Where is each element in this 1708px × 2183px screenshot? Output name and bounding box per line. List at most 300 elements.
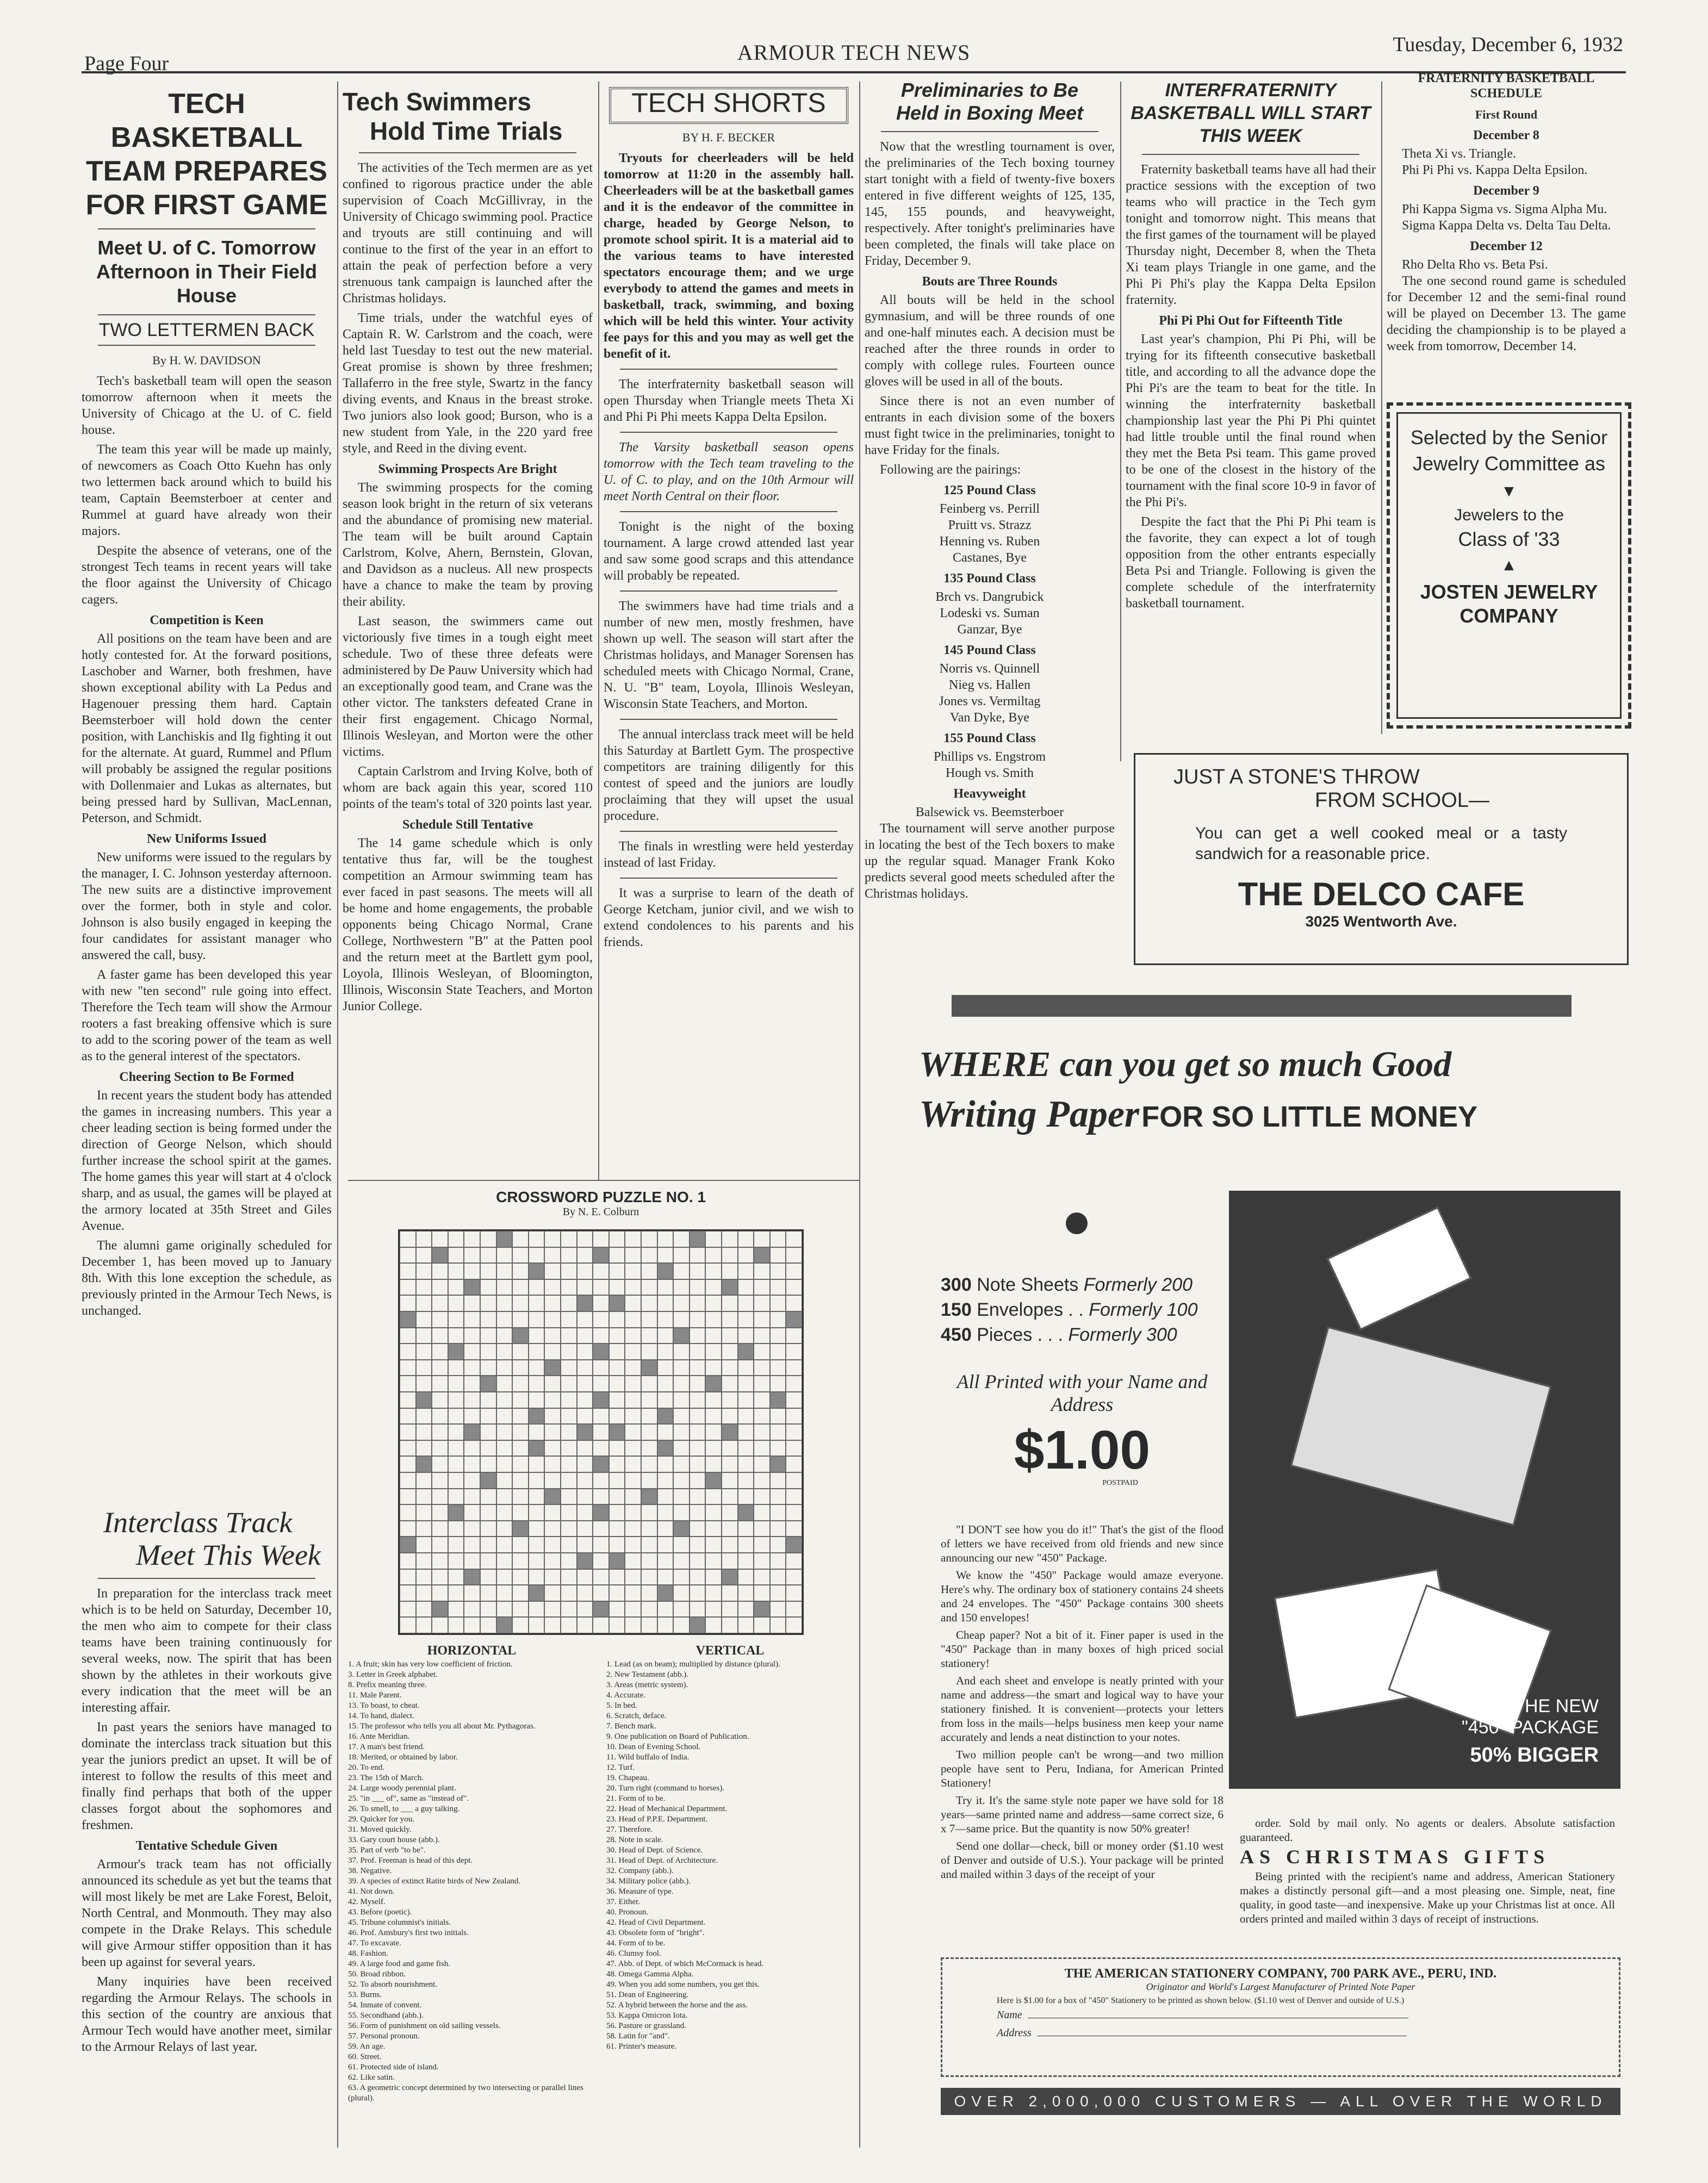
crossword-cell[interactable] — [609, 1392, 625, 1408]
crossword-cell[interactable] — [625, 1295, 641, 1311]
crossword-cell[interactable] — [544, 1360, 561, 1376]
crossword-cell[interactable] — [609, 1489, 625, 1505]
crossword-cell[interactable] — [641, 1424, 657, 1440]
crossword-cell[interactable] — [416, 1328, 432, 1344]
crossword-cell[interactable] — [673, 1344, 690, 1360]
crossword-cell[interactable] — [722, 1489, 738, 1505]
crossword-cell[interactable] — [609, 1424, 625, 1440]
crossword-cell[interactable] — [722, 1521, 738, 1537]
crossword-cell[interactable] — [657, 1537, 674, 1553]
crossword-cell[interactable] — [625, 1392, 641, 1408]
crossword-cell[interactable] — [512, 1489, 529, 1505]
crossword-cell[interactable] — [529, 1472, 545, 1489]
crossword-cell[interactable] — [496, 1617, 513, 1633]
crossword-cell[interactable] — [738, 1424, 754, 1440]
crossword-cell[interactable] — [448, 1521, 464, 1537]
crossword-cell[interactable] — [641, 1456, 657, 1472]
crossword-cell[interactable] — [400, 1344, 416, 1360]
crossword-cell[interactable] — [786, 1585, 802, 1601]
crossword-cell[interactable] — [512, 1408, 529, 1425]
crossword-cell[interactable] — [705, 1553, 722, 1569]
crossword-cell[interactable] — [416, 1472, 432, 1489]
crossword-cell[interactable] — [770, 1617, 786, 1633]
crossword-cell[interactable] — [786, 1456, 802, 1472]
crossword-cell[interactable] — [738, 1585, 754, 1601]
crossword-cell[interactable] — [512, 1247, 529, 1264]
crossword-cell[interactable] — [770, 1537, 786, 1553]
crossword-cell[interactable] — [593, 1424, 609, 1440]
crossword-cell[interactable] — [529, 1504, 545, 1521]
crossword-cell[interactable] — [512, 1601, 529, 1618]
crossword-cell[interactable] — [690, 1440, 706, 1457]
crossword-cell[interactable] — [754, 1440, 770, 1457]
crossword-cell[interactable] — [448, 1440, 464, 1457]
crossword-cell[interactable] — [673, 1360, 690, 1376]
crossword-cell[interactable] — [754, 1231, 770, 1247]
crossword-cell[interactable] — [770, 1585, 786, 1601]
crossword-cell[interactable] — [705, 1504, 722, 1521]
crossword-cell[interactable] — [577, 1295, 593, 1311]
crossword-cell[interactable] — [577, 1247, 593, 1264]
crossword-cell[interactable] — [480, 1231, 496, 1247]
crossword-cell[interactable] — [609, 1504, 625, 1521]
crossword-cell[interactable] — [754, 1569, 770, 1585]
crossword-cell[interactable] — [705, 1569, 722, 1585]
crossword-cell[interactable] — [400, 1328, 416, 1344]
crossword-cell[interactable] — [480, 1376, 496, 1392]
crossword-cell[interactable] — [496, 1328, 513, 1344]
crossword-cell[interactable] — [480, 1601, 496, 1618]
crossword-cell[interactable] — [770, 1489, 786, 1505]
crossword-cell[interactable] — [496, 1279, 513, 1296]
crossword-cell[interactable] — [593, 1279, 609, 1296]
crossword-cell[interactable] — [400, 1440, 416, 1457]
crossword-cell[interactable] — [722, 1537, 738, 1553]
crossword-cell[interactable] — [722, 1569, 738, 1585]
crossword-cell[interactable] — [673, 1440, 690, 1457]
crossword-cell[interactable] — [705, 1311, 722, 1328]
crossword-cell[interactable] — [657, 1311, 674, 1328]
crossword-cell[interactable] — [448, 1424, 464, 1440]
crossword-cell[interactable] — [738, 1472, 754, 1489]
crossword-cell[interactable] — [496, 1424, 513, 1440]
crossword-cell[interactable] — [561, 1247, 577, 1264]
crossword-cell[interactable] — [754, 1521, 770, 1537]
crossword-cell[interactable] — [529, 1263, 545, 1279]
crossword-cell[interactable] — [609, 1472, 625, 1489]
crossword-cell[interactable] — [593, 1489, 609, 1505]
crossword-cell[interactable] — [448, 1553, 464, 1569]
crossword-cell[interactable] — [625, 1328, 641, 1344]
crossword-cell[interactable] — [705, 1344, 722, 1360]
crossword-cell[interactable] — [770, 1456, 786, 1472]
crossword-cell[interactable] — [448, 1311, 464, 1328]
crossword-cell[interactable] — [786, 1328, 802, 1344]
crossword-cell[interactable] — [400, 1601, 416, 1618]
crossword-cell[interactable] — [480, 1521, 496, 1537]
crossword-cell[interactable] — [512, 1231, 529, 1247]
crossword-cell[interactable] — [705, 1585, 722, 1601]
crossword-cell[interactable] — [722, 1263, 738, 1279]
crossword-cell[interactable] — [641, 1585, 657, 1601]
crossword-cell[interactable] — [544, 1537, 561, 1553]
crossword-cell[interactable] — [480, 1328, 496, 1344]
crossword-cell[interactable] — [400, 1392, 416, 1408]
crossword-cell[interactable] — [529, 1247, 545, 1264]
crossword-cell[interactable] — [464, 1344, 480, 1360]
crossword-cell[interactable] — [641, 1408, 657, 1425]
crossword-cell[interactable] — [480, 1360, 496, 1376]
crossword-cell[interactable] — [690, 1537, 706, 1553]
crossword-cell[interactable] — [738, 1569, 754, 1585]
crossword-cell[interactable] — [561, 1601, 577, 1618]
crossword-cell[interactable] — [690, 1456, 706, 1472]
crossword-cell[interactable] — [641, 1569, 657, 1585]
crossword-cell[interactable] — [754, 1360, 770, 1376]
crossword-cell[interactable] — [690, 1504, 706, 1521]
crossword-cell[interactable] — [448, 1279, 464, 1296]
crossword-cell[interactable] — [770, 1601, 786, 1618]
crossword-cell[interactable] — [416, 1408, 432, 1425]
crossword-cell[interactable] — [705, 1263, 722, 1279]
crossword-cell[interactable] — [754, 1344, 770, 1360]
crossword-cell[interactable] — [400, 1247, 416, 1264]
crossword-cell[interactable] — [673, 1408, 690, 1425]
crossword-cell[interactable] — [770, 1424, 786, 1440]
crossword-cell[interactable] — [512, 1360, 529, 1376]
crossword-cell[interactable] — [625, 1601, 641, 1618]
crossword-cell[interactable] — [480, 1408, 496, 1425]
crossword-cell[interactable] — [480, 1263, 496, 1279]
crossword-cell[interactable] — [512, 1424, 529, 1440]
crossword-cell[interactable] — [657, 1521, 674, 1537]
crossword-cell[interactable] — [561, 1521, 577, 1537]
crossword-cell[interactable] — [464, 1489, 480, 1505]
crossword-cell[interactable] — [577, 1585, 593, 1601]
crossword-cell[interactable] — [625, 1263, 641, 1279]
crossword-cell[interactable] — [496, 1360, 513, 1376]
crossword-cell[interactable] — [673, 1263, 690, 1279]
crossword-cell[interactable] — [754, 1585, 770, 1601]
crossword-cell[interactable] — [512, 1472, 529, 1489]
crossword-cell[interactable] — [561, 1440, 577, 1457]
crossword-cell[interactable] — [529, 1328, 545, 1344]
crossword-cell[interactable] — [577, 1521, 593, 1537]
crossword-cell[interactable] — [448, 1504, 464, 1521]
crossword-cell[interactable] — [625, 1279, 641, 1296]
crossword-cell[interactable] — [657, 1424, 674, 1440]
crossword-cell[interactable] — [722, 1424, 738, 1440]
crossword-cell[interactable] — [464, 1328, 480, 1344]
crossword-cell[interactable] — [738, 1617, 754, 1633]
crossword-cell[interactable] — [432, 1392, 448, 1408]
crossword-cell[interactable] — [641, 1489, 657, 1505]
crossword-cell[interactable] — [641, 1279, 657, 1296]
crossword-cell[interactable] — [448, 1376, 464, 1392]
crossword-cell[interactable] — [641, 1376, 657, 1392]
crossword-cell[interactable] — [416, 1424, 432, 1440]
crossword-cell[interactable] — [400, 1295, 416, 1311]
crossword-cell[interactable] — [673, 1295, 690, 1311]
crossword-cell[interactable] — [448, 1489, 464, 1505]
crossword-cell[interactable] — [432, 1231, 448, 1247]
crossword-cell[interactable] — [464, 1521, 480, 1537]
crossword-cell[interactable] — [625, 1247, 641, 1264]
crossword-cell[interactable] — [786, 1569, 802, 1585]
crossword-cell[interactable] — [480, 1247, 496, 1264]
crossword-cell[interactable] — [705, 1376, 722, 1392]
crossword-cell[interactable] — [738, 1376, 754, 1392]
crossword-cell[interactable] — [529, 1360, 545, 1376]
crossword-cell[interactable] — [657, 1247, 674, 1264]
crossword-cell[interactable] — [448, 1617, 464, 1633]
crossword-cell[interactable] — [400, 1521, 416, 1537]
crossword-cell[interactable] — [577, 1376, 593, 1392]
crossword-cell[interactable] — [512, 1569, 529, 1585]
crossword-cell[interactable] — [738, 1311, 754, 1328]
crossword-cell[interactable] — [561, 1263, 577, 1279]
crossword-cell[interactable] — [561, 1553, 577, 1569]
crossword-cell[interactable] — [657, 1231, 674, 1247]
crossword-cell[interactable] — [544, 1344, 561, 1360]
crossword-cell[interactable] — [496, 1569, 513, 1585]
crossword-cell[interactable] — [432, 1295, 448, 1311]
crossword-cell[interactable] — [770, 1472, 786, 1489]
order-coupon[interactable] — [941, 1957, 1620, 2077]
crossword-cell[interactable] — [593, 1408, 609, 1425]
crossword-cell[interactable] — [657, 1601, 674, 1618]
crossword-cell[interactable] — [432, 1472, 448, 1489]
crossword-cell[interactable] — [464, 1231, 480, 1247]
crossword-cell[interactable] — [786, 1231, 802, 1247]
crossword-cell[interactable] — [673, 1328, 690, 1344]
crossword-cell[interactable] — [625, 1617, 641, 1633]
crossword-cell[interactable] — [561, 1569, 577, 1585]
crossword-cell[interactable] — [722, 1617, 738, 1633]
crossword-cell[interactable] — [641, 1537, 657, 1553]
crossword-cell[interactable] — [432, 1376, 448, 1392]
crossword-cell[interactable] — [641, 1440, 657, 1457]
crossword-cell[interactable] — [754, 1295, 770, 1311]
crossword-cell[interactable] — [722, 1392, 738, 1408]
crossword-cell[interactable] — [432, 1408, 448, 1425]
crossword-cell[interactable] — [593, 1456, 609, 1472]
crossword-cell[interactable] — [416, 1601, 432, 1618]
crossword-cell[interactable] — [770, 1376, 786, 1392]
crossword-cell[interactable] — [609, 1295, 625, 1311]
crossword-cell[interactable] — [609, 1408, 625, 1425]
crossword-cell[interactable] — [641, 1263, 657, 1279]
crossword-cell[interactable] — [705, 1489, 722, 1505]
crossword-cell[interactable] — [496, 1376, 513, 1392]
crossword-cell[interactable] — [738, 1456, 754, 1472]
crossword-cell[interactable] — [722, 1472, 738, 1489]
crossword-cell[interactable] — [480, 1472, 496, 1489]
crossword-cell[interactable] — [577, 1553, 593, 1569]
crossword-cell[interactable] — [609, 1344, 625, 1360]
crossword-cell[interactable] — [705, 1601, 722, 1618]
crossword-cell[interactable] — [770, 1328, 786, 1344]
crossword-cell[interactable] — [786, 1504, 802, 1521]
crossword-cell[interactable] — [722, 1344, 738, 1360]
crossword-cell[interactable] — [641, 1344, 657, 1360]
crossword-cell[interactable] — [625, 1456, 641, 1472]
crossword-cell[interactable] — [480, 1344, 496, 1360]
crossword-cell[interactable] — [544, 1521, 561, 1537]
crossword-cell[interactable] — [464, 1617, 480, 1633]
crossword-cell[interactable] — [448, 1408, 464, 1425]
crossword-cell[interactable] — [673, 1279, 690, 1296]
crossword-cell[interactable] — [416, 1456, 432, 1472]
crossword-cell[interactable] — [786, 1263, 802, 1279]
crossword-cell[interactable] — [512, 1585, 529, 1601]
crossword-cell[interactable] — [657, 1344, 674, 1360]
crossword-cell[interactable] — [722, 1328, 738, 1344]
crossword-cell[interactable] — [464, 1311, 480, 1328]
crossword-cell[interactable] — [673, 1585, 690, 1601]
crossword-cell[interactable] — [432, 1553, 448, 1569]
crossword-cell[interactable] — [690, 1601, 706, 1618]
crossword-cell[interactable] — [432, 1585, 448, 1601]
crossword-cell[interactable] — [544, 1424, 561, 1440]
crossword-cell[interactable] — [496, 1408, 513, 1425]
crossword-cell[interactable] — [786, 1424, 802, 1440]
crossword-cell[interactable] — [416, 1231, 432, 1247]
crossword-cell[interactable] — [577, 1617, 593, 1633]
crossword-cell[interactable] — [432, 1263, 448, 1279]
crossword-cell[interactable] — [673, 1424, 690, 1440]
crossword-cell[interactable] — [786, 1376, 802, 1392]
crossword-cell[interactable] — [577, 1489, 593, 1505]
crossword-cell[interactable] — [448, 1601, 464, 1618]
crossword-cell[interactable] — [464, 1408, 480, 1425]
crossword-cell[interactable] — [512, 1376, 529, 1392]
crossword-cell[interactable] — [464, 1601, 480, 1618]
crossword-cell[interactable] — [673, 1247, 690, 1264]
crossword-cell[interactable] — [673, 1456, 690, 1472]
crossword-cell[interactable] — [432, 1504, 448, 1521]
crossword-cell[interactable] — [770, 1392, 786, 1408]
crossword-cell[interactable] — [625, 1553, 641, 1569]
crossword-cell[interactable] — [561, 1295, 577, 1311]
crossword-cell[interactable] — [577, 1344, 593, 1360]
crossword-cell[interactable] — [738, 1263, 754, 1279]
crossword-cell[interactable] — [544, 1376, 561, 1392]
crossword-cell[interactable] — [770, 1360, 786, 1376]
crossword-cell[interactable] — [657, 1585, 674, 1601]
crossword-cell[interactable] — [690, 1360, 706, 1376]
crossword-cell[interactable] — [400, 1376, 416, 1392]
crossword-cell[interactable] — [448, 1295, 464, 1311]
crossword-cell[interactable] — [593, 1263, 609, 1279]
crossword-cell[interactable] — [786, 1408, 802, 1425]
crossword-cell[interactable] — [561, 1424, 577, 1440]
crossword-cell[interactable] — [561, 1328, 577, 1344]
crossword-cell[interactable] — [561, 1408, 577, 1425]
crossword-cell[interactable] — [657, 1456, 674, 1472]
crossword-cell[interactable] — [544, 1247, 561, 1264]
crossword-cell[interactable] — [464, 1247, 480, 1264]
crossword-cell[interactable] — [464, 1553, 480, 1569]
crossword-cell[interactable] — [496, 1295, 513, 1311]
crossword-cell[interactable] — [657, 1295, 674, 1311]
crossword-cell[interactable] — [512, 1295, 529, 1311]
crossword-cell[interactable] — [448, 1472, 464, 1489]
crossword-cell[interactable] — [480, 1440, 496, 1457]
crossword-cell[interactable] — [544, 1392, 561, 1408]
crossword-cell[interactable] — [529, 1617, 545, 1633]
crossword-cell[interactable] — [480, 1279, 496, 1296]
crossword-cell[interactable] — [705, 1617, 722, 1633]
crossword-cell[interactable] — [464, 1569, 480, 1585]
crossword-cell[interactable] — [432, 1344, 448, 1360]
crossword-cell[interactable] — [754, 1376, 770, 1392]
crossword-cell[interactable] — [690, 1472, 706, 1489]
crossword-cell[interactable] — [577, 1328, 593, 1344]
crossword-cell[interactable] — [593, 1247, 609, 1264]
crossword-cell[interactable] — [705, 1328, 722, 1344]
crossword-cell[interactable] — [738, 1279, 754, 1296]
crossword-cell[interactable] — [577, 1231, 593, 1247]
crossword-cell[interactable] — [400, 1263, 416, 1279]
crossword-cell[interactable] — [786, 1279, 802, 1296]
crossword-cell[interactable] — [496, 1504, 513, 1521]
crossword-cell[interactable] — [673, 1617, 690, 1633]
crossword-cell[interactable] — [770, 1295, 786, 1311]
crossword-cell[interactable] — [544, 1408, 561, 1425]
crossword-cell[interactable] — [496, 1521, 513, 1537]
crossword-cell[interactable] — [529, 1408, 545, 1425]
crossword-cell[interactable] — [609, 1440, 625, 1457]
crossword-cell[interactable] — [544, 1456, 561, 1472]
crossword-cell[interactable] — [464, 1424, 480, 1440]
crossword-cell[interactable] — [448, 1344, 464, 1360]
crossword-cell[interactable] — [496, 1585, 513, 1601]
crossword-cell[interactable] — [738, 1553, 754, 1569]
crossword-cell[interactable] — [432, 1328, 448, 1344]
crossword-cell[interactable] — [561, 1504, 577, 1521]
crossword-cell[interactable] — [738, 1344, 754, 1360]
crossword-cell[interactable] — [561, 1537, 577, 1553]
crossword-cell[interactable] — [705, 1408, 722, 1425]
crossword-cell[interactable] — [722, 1601, 738, 1618]
crossword-cell[interactable] — [480, 1569, 496, 1585]
crossword-cell[interactable] — [480, 1295, 496, 1311]
crossword-cell[interactable] — [770, 1231, 786, 1247]
crossword-cell[interactable] — [577, 1569, 593, 1585]
crossword-cell[interactable] — [705, 1295, 722, 1311]
crossword-cell[interactable] — [512, 1440, 529, 1457]
crossword-cell[interactable] — [480, 1311, 496, 1328]
crossword-cell[interactable] — [480, 1617, 496, 1633]
crossword-cell[interactable] — [593, 1601, 609, 1618]
crossword-cell[interactable] — [770, 1408, 786, 1425]
crossword-cell[interactable] — [464, 1537, 480, 1553]
crossword-cell[interactable] — [416, 1311, 432, 1328]
crossword-cell[interactable] — [786, 1440, 802, 1457]
crossword-cell[interactable] — [561, 1392, 577, 1408]
crossword-cell[interactable] — [786, 1601, 802, 1618]
crossword-cell[interactable] — [593, 1585, 609, 1601]
crossword-cell[interactable] — [416, 1489, 432, 1505]
crossword-cell[interactable] — [561, 1311, 577, 1328]
crossword-cell[interactable] — [738, 1489, 754, 1505]
crossword-cell[interactable] — [416, 1440, 432, 1457]
crossword-cell[interactable] — [512, 1617, 529, 1633]
crossword-cell[interactable] — [786, 1311, 802, 1328]
crossword-cell[interactable] — [464, 1295, 480, 1311]
crossword-cell[interactable] — [496, 1489, 513, 1505]
